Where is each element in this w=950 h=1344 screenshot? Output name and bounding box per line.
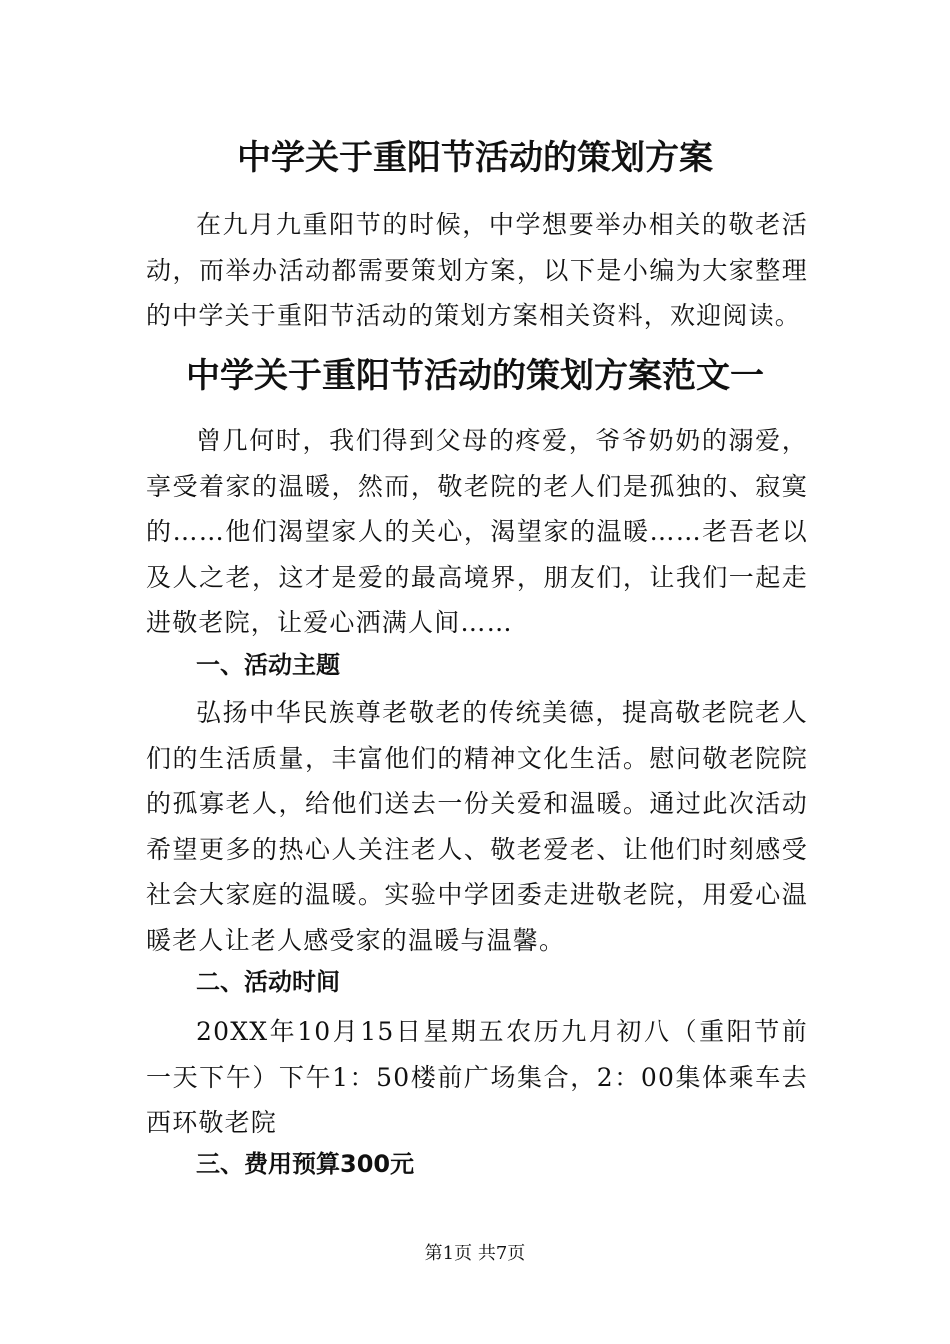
body-paragraph-3: 20XX年10月15日星期五农历九月初八（重阳节前一天下午）下午1：50楼前广场集合，2：00集体乘车去西环敬老院: [146, 1017, 808, 1137]
intro-paragraph: 在九月九重阳节的时候，中学想要举办相关的敬老活动，而举办活动都需要策划方案，以下是小编为大家整理的中学关于重阳节活动的策划方案相关资料，欢迎阅读。: [146, 210, 808, 330]
heading-budget: 三、费用预算300元: [196, 1150, 415, 1178]
body-paragraph-1: 曾几何时，我们得到父母的疼爱，爷爷奶奶的溺爱，享受着家的温暖，然而，敬老院的老人们是孤独的、寂寞的……他们渴望家人的关心，渴望家的温暖……老吾老以及人之老，这才是爱的最高境界，朋友们，让我们一起走进敬老院，让爱心洒满人间……: [146, 426, 808, 637]
section-title: 中学关于重阳节活动的策划方案范文一: [186, 356, 764, 396]
body-paragraph-2: 弘扬中华民族尊老敬老的传统美德，提高敬老院老人们的生活质量，丰富他们的精神文化生活。慰问敬老院院的孤寡老人，给他们送去一份关爱和温暖。通过此次活动希望更多的热心人关注老人、敬老爱老、让他们时刻感受社会大家庭的温暖。实验中学团委走进敬老院，用爱心温暖老人让老人感受家的温暖与温馨。: [146, 698, 808, 955]
heading-activity-time: 二、活动时间: [196, 968, 340, 996]
page-number-footer: 第1页 共7页: [424, 1243, 526, 1264]
heading-activity-theme: 一、活动主题: [196, 651, 340, 679]
document-title: 中学关于重阳节活动的策划方案: [237, 138, 713, 178]
